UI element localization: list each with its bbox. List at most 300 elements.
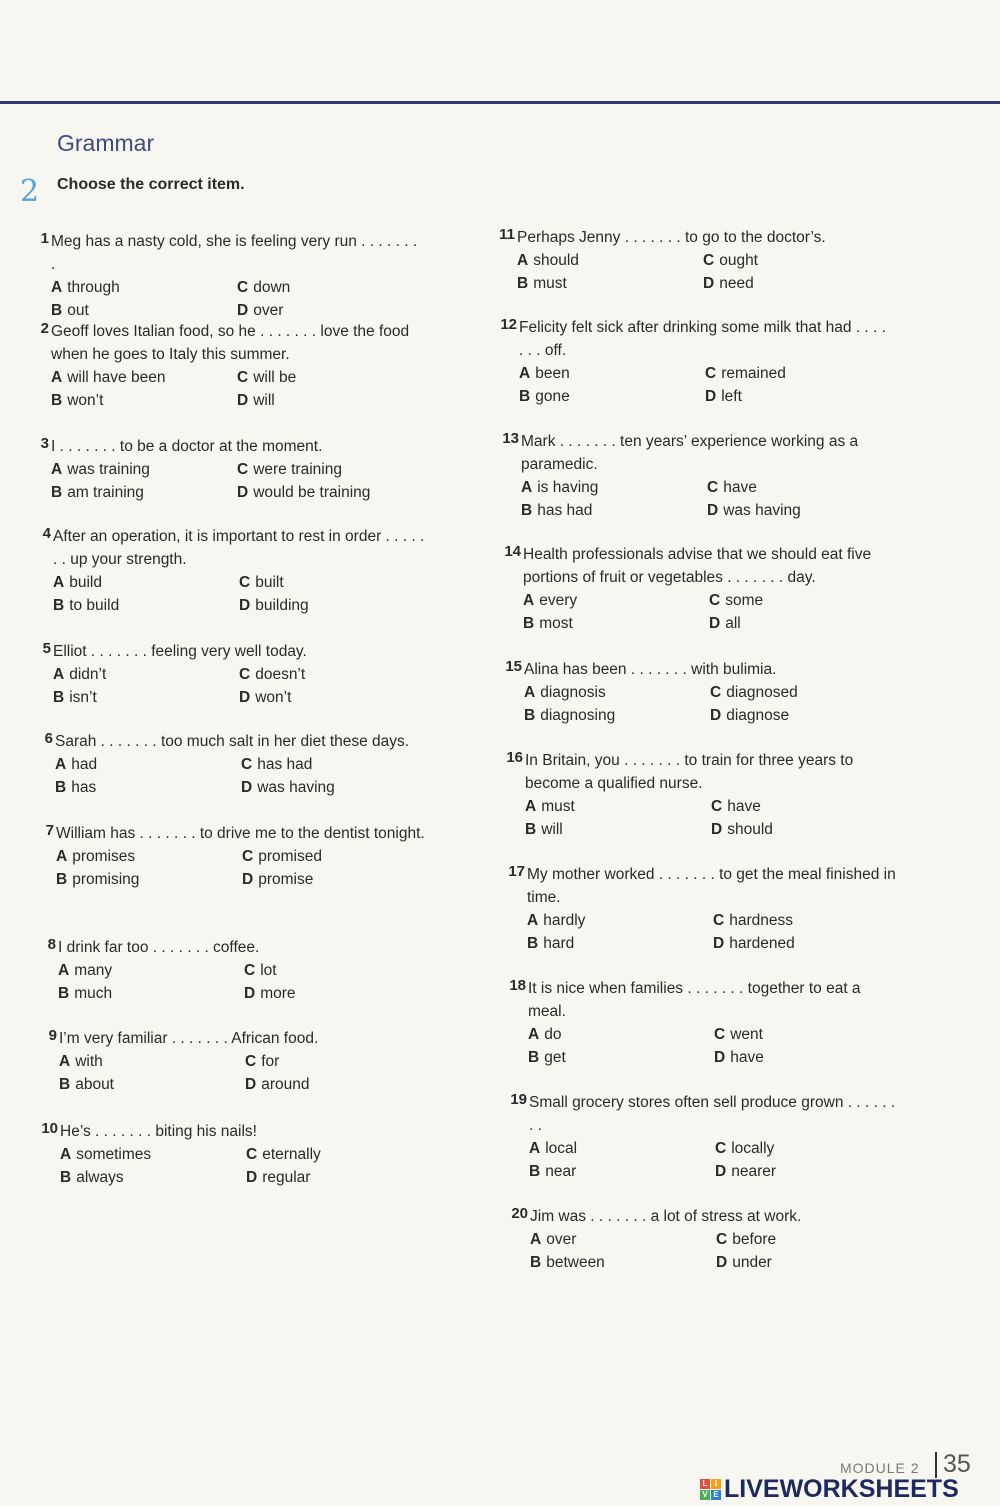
option-letter: B bbox=[51, 484, 63, 501]
question-number: 11 bbox=[499, 226, 515, 243]
option-text: will have been bbox=[67, 369, 166, 386]
question-text: Small grocery stores often sell produce grown . . . . . . . . bbox=[529, 1094, 896, 1134]
option-b[interactable] bbox=[55, 776, 241, 799]
option-text: through bbox=[67, 279, 120, 296]
answer-options bbox=[51, 366, 425, 412]
option-letter: D bbox=[711, 821, 723, 838]
option-d[interactable] bbox=[244, 982, 444, 1005]
question-text: Health professionals advise that we should eat five portions of fruit or vegetables . . . . . . . day. bbox=[523, 546, 872, 586]
option-text: need bbox=[719, 275, 754, 292]
question-item bbox=[32, 936, 432, 1005]
question-item bbox=[495, 430, 895, 522]
option-d[interactable] bbox=[245, 1073, 445, 1096]
answer-options bbox=[51, 458, 425, 504]
option-b[interactable] bbox=[527, 932, 713, 955]
option-d[interactable] bbox=[237, 481, 437, 504]
option-text: won’t bbox=[67, 392, 104, 409]
question-item bbox=[27, 640, 427, 709]
option-d[interactable] bbox=[709, 612, 909, 635]
question-number: 13 bbox=[502, 430, 519, 447]
question-text: Alina has been . . . . . . . with bulimia. bbox=[524, 661, 777, 678]
option-letter: B bbox=[58, 985, 70, 1002]
option-c[interactable] bbox=[242, 845, 442, 868]
option-a[interactable] bbox=[51, 458, 237, 481]
option-text: diagnosing bbox=[540, 707, 616, 724]
answer-options bbox=[527, 909, 901, 955]
option-a[interactable] bbox=[527, 909, 713, 932]
option-a[interactable] bbox=[51, 366, 237, 389]
option-text: every bbox=[539, 592, 578, 609]
question-text: After an operation, it is important to rest in order . . . . . . . up your strength. bbox=[53, 528, 425, 568]
question-item bbox=[498, 658, 898, 727]
option-letter: D bbox=[705, 388, 717, 405]
question-text: My mother worked . . . . . . . to get the meal finished in time. bbox=[527, 866, 896, 906]
option-c[interactable] bbox=[239, 663, 439, 686]
option-c[interactable] bbox=[237, 366, 437, 389]
option-letter: B bbox=[60, 1169, 72, 1186]
option-a[interactable] bbox=[530, 1228, 716, 1251]
option-letter: D bbox=[237, 302, 249, 319]
liveworksheets-logo bbox=[700, 1475, 959, 1504]
question-text: Sarah . . . . . . . too much salt in her diet these days. bbox=[55, 733, 410, 750]
question-number: 7 bbox=[45, 822, 54, 839]
question-number: 14 bbox=[504, 543, 521, 560]
option-b[interactable] bbox=[59, 1073, 245, 1096]
option-letter: B bbox=[53, 689, 65, 706]
answer-options bbox=[56, 845, 430, 891]
option-letter: A bbox=[51, 369, 63, 386]
option-letter: D bbox=[710, 707, 722, 724]
option-letter: D bbox=[241, 779, 253, 796]
question-number: 8 bbox=[47, 936, 56, 953]
option-b[interactable] bbox=[58, 982, 244, 1005]
option-c[interactable] bbox=[714, 1023, 914, 1046]
option-letter: D bbox=[239, 689, 251, 706]
option-text: will bbox=[541, 821, 563, 838]
option-text: doesn’t bbox=[255, 666, 306, 683]
option-c[interactable] bbox=[245, 1050, 445, 1073]
answer-options bbox=[60, 1143, 434, 1189]
option-letter: A bbox=[530, 1231, 542, 1248]
option-text: had bbox=[71, 756, 98, 773]
option-letter: C bbox=[241, 756, 253, 773]
question-text: William has . . . . . . . to drive me to the dentist tonight. bbox=[56, 825, 425, 842]
option-letter: B bbox=[530, 1254, 542, 1271]
question-number: 3 bbox=[40, 435, 49, 452]
option-text: many bbox=[74, 962, 113, 979]
option-text: do bbox=[544, 1026, 562, 1043]
option-c[interactable] bbox=[237, 458, 437, 481]
option-b[interactable] bbox=[517, 272, 703, 295]
option-letter: B bbox=[517, 275, 529, 292]
option-d[interactable] bbox=[714, 1046, 914, 1069]
option-letter: A bbox=[527, 912, 539, 929]
option-text: ought bbox=[719, 252, 758, 269]
option-text: diagnosed bbox=[726, 684, 798, 701]
option-text: will be bbox=[253, 369, 297, 386]
option-text: over bbox=[253, 302, 284, 319]
option-text: must bbox=[533, 275, 567, 292]
question-number: 9 bbox=[48, 1027, 57, 1044]
option-b[interactable] bbox=[528, 1046, 714, 1069]
answer-options bbox=[55, 753, 429, 799]
option-letter: D bbox=[245, 1076, 257, 1093]
option-a[interactable] bbox=[56, 845, 242, 868]
option-letter: C bbox=[239, 574, 251, 591]
section-title: Grammar bbox=[57, 130, 155, 156]
option-text: went bbox=[730, 1026, 763, 1043]
option-text: all bbox=[725, 615, 741, 632]
option-d[interactable] bbox=[715, 1160, 915, 1183]
option-text: should bbox=[727, 821, 773, 838]
option-d[interactable] bbox=[703, 272, 903, 295]
option-letter: C bbox=[244, 962, 256, 979]
option-text: was having bbox=[257, 779, 335, 796]
option-c[interactable] bbox=[715, 1137, 915, 1160]
answer-options bbox=[528, 1023, 902, 1069]
question-item bbox=[497, 543, 897, 635]
question-number: 17 bbox=[508, 863, 525, 880]
option-letter: C bbox=[715, 1140, 727, 1157]
top-rule bbox=[0, 101, 1000, 104]
question-number: 16 bbox=[506, 749, 523, 766]
option-text: nearer bbox=[731, 1163, 777, 1180]
question-text: In Britain, you . . . . . . . to train for three years to become a qualified nurse. bbox=[525, 752, 854, 792]
question-number: 15 bbox=[505, 658, 522, 675]
option-b[interactable] bbox=[53, 594, 239, 617]
question-number: 4 bbox=[42, 525, 51, 542]
answer-options bbox=[519, 362, 893, 408]
option-text: diagnose bbox=[726, 707, 790, 724]
option-a[interactable] bbox=[53, 571, 239, 594]
answer-options bbox=[53, 571, 427, 617]
option-letter: A bbox=[529, 1140, 541, 1157]
option-letter: C bbox=[239, 666, 251, 683]
option-letter: A bbox=[60, 1146, 72, 1163]
option-text: with bbox=[75, 1053, 103, 1070]
option-text: local bbox=[545, 1140, 578, 1157]
option-text: been bbox=[535, 365, 570, 382]
option-letter: D bbox=[237, 484, 249, 501]
answer-options bbox=[51, 276, 425, 322]
option-text: was having bbox=[723, 502, 801, 519]
option-text: won’t bbox=[255, 689, 292, 706]
question-number: 19 bbox=[510, 1091, 527, 1108]
option-text: building bbox=[255, 597, 309, 614]
option-letter: A bbox=[51, 279, 63, 296]
question-text: I . . . . . . . to be a doctor at the moment. bbox=[51, 438, 323, 455]
option-letter: B bbox=[51, 392, 63, 409]
option-letter: A bbox=[525, 798, 537, 815]
question-text: It is nice when families . . . . . . . together to eat a meal. bbox=[528, 980, 861, 1020]
option-letter: A bbox=[51, 461, 63, 478]
option-text: promise bbox=[258, 871, 314, 888]
option-letter: A bbox=[528, 1026, 540, 1043]
option-text: much bbox=[74, 985, 113, 1002]
option-b[interactable] bbox=[519, 385, 705, 408]
question-number: 20 bbox=[511, 1205, 528, 1222]
option-letter: C bbox=[713, 912, 725, 929]
question-number: 2 bbox=[40, 320, 49, 337]
option-letter: A bbox=[521, 479, 533, 496]
option-text: promising bbox=[72, 871, 140, 888]
option-b[interactable] bbox=[529, 1160, 715, 1183]
option-c[interactable] bbox=[713, 909, 913, 932]
option-d[interactable] bbox=[241, 776, 441, 799]
question-number: 5 bbox=[42, 640, 51, 657]
option-a[interactable] bbox=[58, 959, 244, 982]
answer-options bbox=[530, 1228, 904, 1274]
option-text: about bbox=[75, 1076, 114, 1093]
option-letter: A bbox=[53, 574, 65, 591]
option-c[interactable] bbox=[710, 681, 910, 704]
option-d[interactable] bbox=[705, 385, 905, 408]
option-letter: D bbox=[246, 1169, 258, 1186]
option-text: remained bbox=[721, 365, 786, 382]
option-letter: C bbox=[237, 279, 249, 296]
option-letter: A bbox=[55, 756, 67, 773]
option-text: before bbox=[732, 1231, 777, 1248]
option-letter: A bbox=[59, 1053, 71, 1070]
question-item bbox=[493, 316, 893, 408]
option-text: down bbox=[253, 279, 291, 296]
question-item bbox=[33, 1027, 433, 1096]
option-a[interactable] bbox=[528, 1023, 714, 1046]
question-item bbox=[25, 230, 425, 322]
option-letter: D bbox=[242, 871, 254, 888]
option-d[interactable] bbox=[239, 686, 439, 709]
option-d[interactable] bbox=[716, 1251, 916, 1274]
question-text: Geoff loves Italian food, so he . . . . . . . love the food when he goes to Italy this summer. bbox=[51, 323, 410, 363]
option-text: hardness bbox=[729, 912, 793, 929]
option-b[interactable] bbox=[524, 704, 710, 727]
option-text: gone bbox=[535, 388, 570, 405]
option-letter: D bbox=[716, 1254, 728, 1271]
question-text: Jim was . . . . . . . a lot of stress at work. bbox=[530, 1208, 802, 1225]
option-b[interactable] bbox=[60, 1166, 246, 1189]
option-a[interactable] bbox=[519, 362, 705, 385]
option-letter: C bbox=[716, 1231, 728, 1248]
option-text: have bbox=[730, 1049, 764, 1066]
liveworksheets-text: LIVEWORKSHEETS bbox=[724, 1475, 959, 1503]
option-text: diagnosis bbox=[540, 684, 606, 701]
question-item bbox=[491, 226, 891, 295]
option-a[interactable] bbox=[529, 1137, 715, 1160]
option-letter: A bbox=[58, 962, 70, 979]
option-letter: C bbox=[714, 1026, 726, 1043]
option-d[interactable] bbox=[711, 818, 911, 841]
question-text: Felicity felt sick after drinking some milk that had . . . . . . . off. bbox=[519, 319, 886, 359]
option-c[interactable] bbox=[707, 476, 907, 499]
question-number: 12 bbox=[500, 316, 517, 333]
question-number: 1 bbox=[40, 230, 49, 247]
option-text: will bbox=[253, 392, 275, 409]
option-text: has had bbox=[537, 502, 593, 519]
option-a[interactable] bbox=[517, 249, 703, 272]
option-letter: D bbox=[703, 275, 715, 292]
option-letter: C bbox=[237, 369, 249, 386]
option-text: hard bbox=[543, 935, 575, 952]
option-a[interactable] bbox=[59, 1050, 245, 1073]
option-text: always bbox=[76, 1169, 124, 1186]
option-letter: B bbox=[521, 502, 533, 519]
option-text: hardly bbox=[543, 912, 586, 929]
question-item bbox=[30, 822, 430, 891]
option-letter: C bbox=[710, 684, 722, 701]
option-a[interactable] bbox=[525, 795, 711, 818]
option-text: has bbox=[71, 779, 97, 796]
option-text: hardened bbox=[729, 935, 795, 952]
option-a[interactable] bbox=[521, 476, 707, 499]
question-item bbox=[25, 435, 425, 504]
option-c[interactable] bbox=[244, 959, 444, 982]
option-text: promises bbox=[72, 848, 136, 865]
question-number: 6 bbox=[44, 730, 53, 747]
option-letter: B bbox=[527, 935, 539, 952]
question-item bbox=[501, 863, 901, 955]
answer-options bbox=[59, 1050, 433, 1096]
exercise-number: 2 bbox=[20, 174, 40, 209]
option-b[interactable] bbox=[51, 299, 237, 322]
option-letter: B bbox=[528, 1049, 540, 1066]
option-b[interactable] bbox=[56, 868, 242, 891]
option-d[interactable] bbox=[713, 932, 913, 955]
option-text: was training bbox=[67, 461, 150, 478]
option-letter: D bbox=[714, 1049, 726, 1066]
option-letter: A bbox=[56, 848, 68, 865]
option-text: build bbox=[69, 574, 102, 591]
question-item bbox=[29, 730, 429, 799]
question-text: Meg has a nasty cold, she is feeling very run . . . . . . . . bbox=[51, 233, 418, 273]
option-a[interactable] bbox=[55, 753, 241, 776]
option-letter: A bbox=[523, 592, 535, 609]
question-number: 18 bbox=[509, 977, 526, 994]
option-text: lot bbox=[260, 962, 277, 979]
option-d[interactable] bbox=[237, 299, 437, 322]
option-text: should bbox=[533, 252, 579, 269]
option-letter: D bbox=[709, 615, 721, 632]
option-letter: B bbox=[519, 388, 531, 405]
option-d[interactable] bbox=[242, 868, 442, 891]
answer-options bbox=[53, 663, 427, 709]
option-c[interactable] bbox=[716, 1228, 916, 1251]
option-d[interactable] bbox=[239, 594, 439, 617]
option-letter: B bbox=[525, 821, 537, 838]
question-text: Mark . . . . . . . ten years’ experience working as a paramedic. bbox=[521, 433, 859, 473]
option-c[interactable] bbox=[711, 795, 911, 818]
question-item bbox=[502, 977, 902, 1069]
option-c[interactable] bbox=[703, 249, 903, 272]
page-number: 35 bbox=[943, 1450, 971, 1478]
option-letter: B bbox=[53, 597, 65, 614]
option-b[interactable] bbox=[530, 1251, 716, 1274]
option-text: left bbox=[721, 388, 742, 405]
option-text: between bbox=[546, 1254, 605, 1271]
option-a[interactable] bbox=[60, 1143, 246, 1166]
option-text: get bbox=[544, 1049, 566, 1066]
option-d[interactable] bbox=[707, 499, 907, 522]
option-letter: B bbox=[524, 707, 536, 724]
option-text: has had bbox=[257, 756, 313, 773]
option-c[interactable] bbox=[239, 571, 439, 594]
option-text: have bbox=[723, 479, 757, 496]
option-text: must bbox=[541, 798, 575, 815]
option-letter: C bbox=[711, 798, 723, 815]
question-item bbox=[27, 525, 427, 617]
question-item bbox=[25, 320, 425, 412]
option-text: am training bbox=[67, 484, 144, 501]
answer-options bbox=[517, 249, 891, 295]
option-text: some bbox=[725, 592, 764, 609]
option-text: would be training bbox=[253, 484, 371, 501]
option-letter: D bbox=[244, 985, 256, 1002]
option-b[interactable] bbox=[521, 499, 707, 522]
exercise-instruction: Choose the correct item. bbox=[57, 176, 245, 193]
option-d[interactable] bbox=[246, 1166, 446, 1189]
option-c[interactable] bbox=[241, 753, 441, 776]
option-letter: B bbox=[55, 779, 67, 796]
option-b[interactable] bbox=[51, 389, 237, 412]
option-text: under bbox=[732, 1254, 772, 1271]
option-letter: D bbox=[239, 597, 251, 614]
option-b[interactable] bbox=[523, 612, 709, 635]
option-text: near bbox=[545, 1163, 577, 1180]
question-item bbox=[503, 1091, 903, 1183]
option-c[interactable] bbox=[709, 589, 909, 612]
question-item bbox=[34, 1120, 434, 1189]
option-c[interactable] bbox=[705, 362, 905, 385]
option-letter: C bbox=[707, 479, 719, 496]
option-letter: C bbox=[237, 461, 249, 478]
option-letter: C bbox=[245, 1053, 257, 1070]
option-text: eternally bbox=[262, 1146, 321, 1163]
option-text: didn’t bbox=[69, 666, 107, 683]
option-letter: D bbox=[237, 392, 249, 409]
option-letter: D bbox=[715, 1163, 727, 1180]
option-d[interactable] bbox=[710, 704, 910, 727]
option-letter: B bbox=[59, 1076, 71, 1093]
option-text: around bbox=[261, 1076, 310, 1093]
option-a[interactable] bbox=[53, 663, 239, 686]
option-text: promised bbox=[258, 848, 322, 865]
option-text: built bbox=[255, 574, 284, 591]
option-c[interactable] bbox=[237, 276, 437, 299]
option-letter: B bbox=[523, 615, 535, 632]
option-b[interactable] bbox=[51, 481, 237, 504]
answer-options bbox=[521, 476, 895, 522]
option-c[interactable] bbox=[246, 1143, 446, 1166]
option-a[interactable] bbox=[524, 681, 710, 704]
option-text: is having bbox=[537, 479, 599, 496]
option-a[interactable] bbox=[523, 589, 709, 612]
answer-options bbox=[523, 589, 897, 635]
question-item bbox=[499, 749, 899, 841]
question-item bbox=[504, 1205, 904, 1274]
option-text: more bbox=[260, 985, 296, 1002]
option-b[interactable] bbox=[525, 818, 711, 841]
liveworksheets-icon: L I V E bbox=[700, 1479, 721, 1500]
option-d[interactable] bbox=[237, 389, 437, 412]
answer-options bbox=[524, 681, 898, 727]
option-letter: A bbox=[517, 252, 529, 269]
answer-options bbox=[525, 795, 899, 841]
option-text: for bbox=[261, 1053, 280, 1070]
option-b[interactable] bbox=[53, 686, 239, 709]
option-text: over bbox=[546, 1231, 577, 1248]
question-text: He’s . . . . . . . biting his nails! bbox=[60, 1123, 257, 1140]
option-text: most bbox=[539, 615, 573, 632]
option-a[interactable] bbox=[51, 276, 237, 299]
